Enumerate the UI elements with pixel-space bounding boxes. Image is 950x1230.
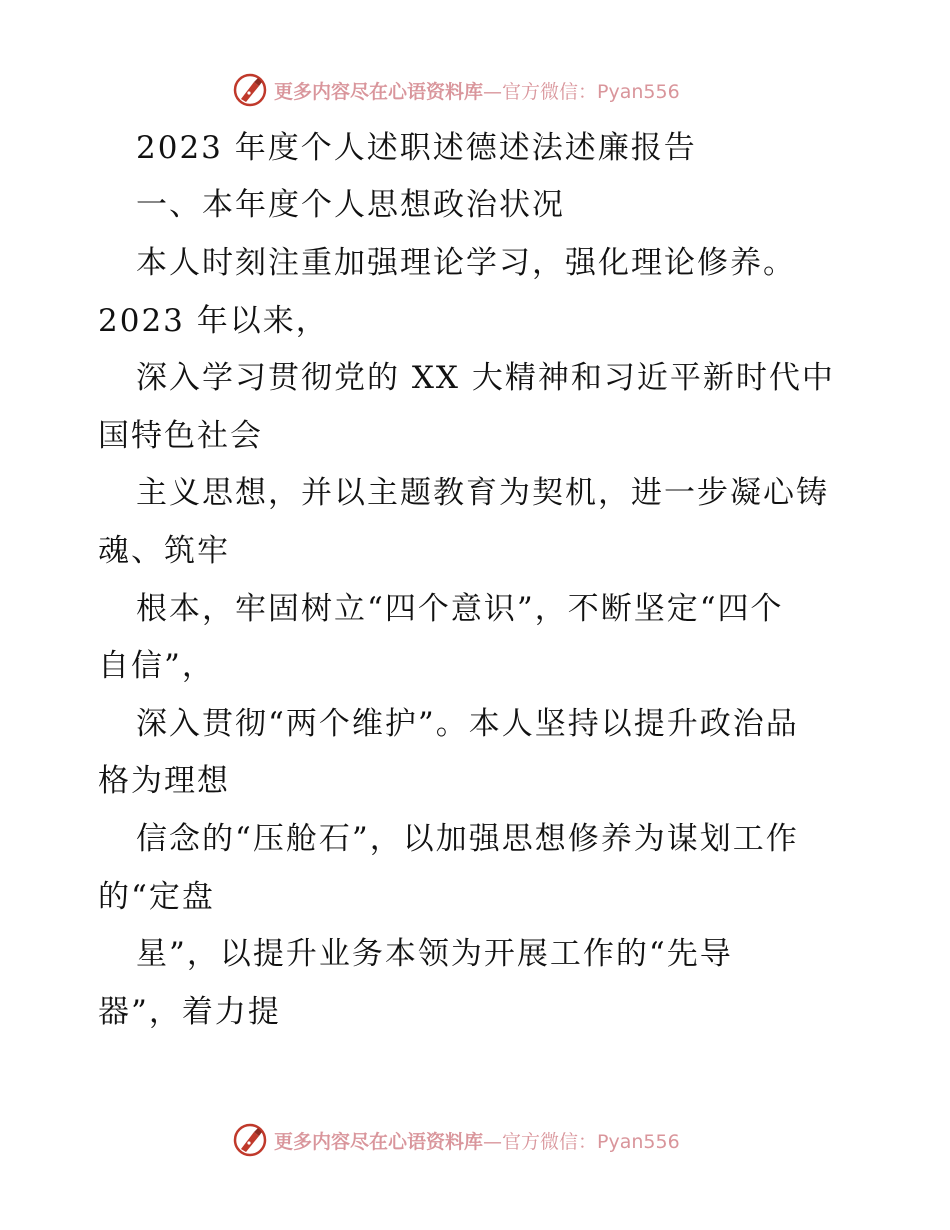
document-title: 2023 年度个人述职述德述法述廉报告 — [136, 130, 697, 166]
paragraph-line: 本人时刻注重加强理论学习，强化理论修养。 — [136, 245, 796, 281]
pen-nib-logo-icon — [232, 1122, 268, 1158]
watermark-separator: — — [483, 80, 503, 103]
paragraph-line: 星”，以提升业务本领为开展工作的“先导 — [136, 936, 733, 972]
paragraph-line: 的“定盘 — [98, 879, 215, 915]
paragraph-line: 主义思想，并以主题教育为契机，进一步凝心铸 — [136, 475, 829, 511]
footer-watermark — [232, 1122, 680, 1158]
paragraph-line: 深入学习贯彻党的 XX 大精神和习近平新时代中 — [136, 360, 835, 396]
paragraph-line: 深入贯彻“两个维护”。本人坚持以提升政治品 — [136, 706, 799, 742]
watermark-main: 更多内容尽在心语资料库 — [274, 1130, 484, 1153]
paragraph-line: 信念的“压舱石”，以加强思想修养为谋划工作 — [136, 821, 799, 857]
paragraph-line: 魂、筑牢 — [98, 533, 230, 569]
paragraph-line: 国特色社会 — [98, 418, 263, 454]
paragraph-line: 根本，牢固树立“四个意识”，不断坚定“四个 — [136, 591, 784, 627]
paragraph-line: 自信”， — [98, 648, 215, 684]
watermark-contact: 官方微信：Pyan556 — [502, 80, 680, 103]
watermark-contact: 官方微信：Pyan556 — [502, 1130, 680, 1153]
watermark-text — [274, 1127, 680, 1154]
section-heading: 一、本年度个人思想政治状况 — [136, 187, 565, 223]
paragraph-line: 格为理想 — [98, 763, 230, 799]
watermark-separator: — — [483, 1130, 503, 1153]
watermark-main: 更多内容尽在心语资料库 — [274, 80, 484, 103]
paragraph-line: 2023 年以来， — [98, 303, 329, 339]
paragraph-line: 器”，着力提 — [98, 994, 281, 1030]
